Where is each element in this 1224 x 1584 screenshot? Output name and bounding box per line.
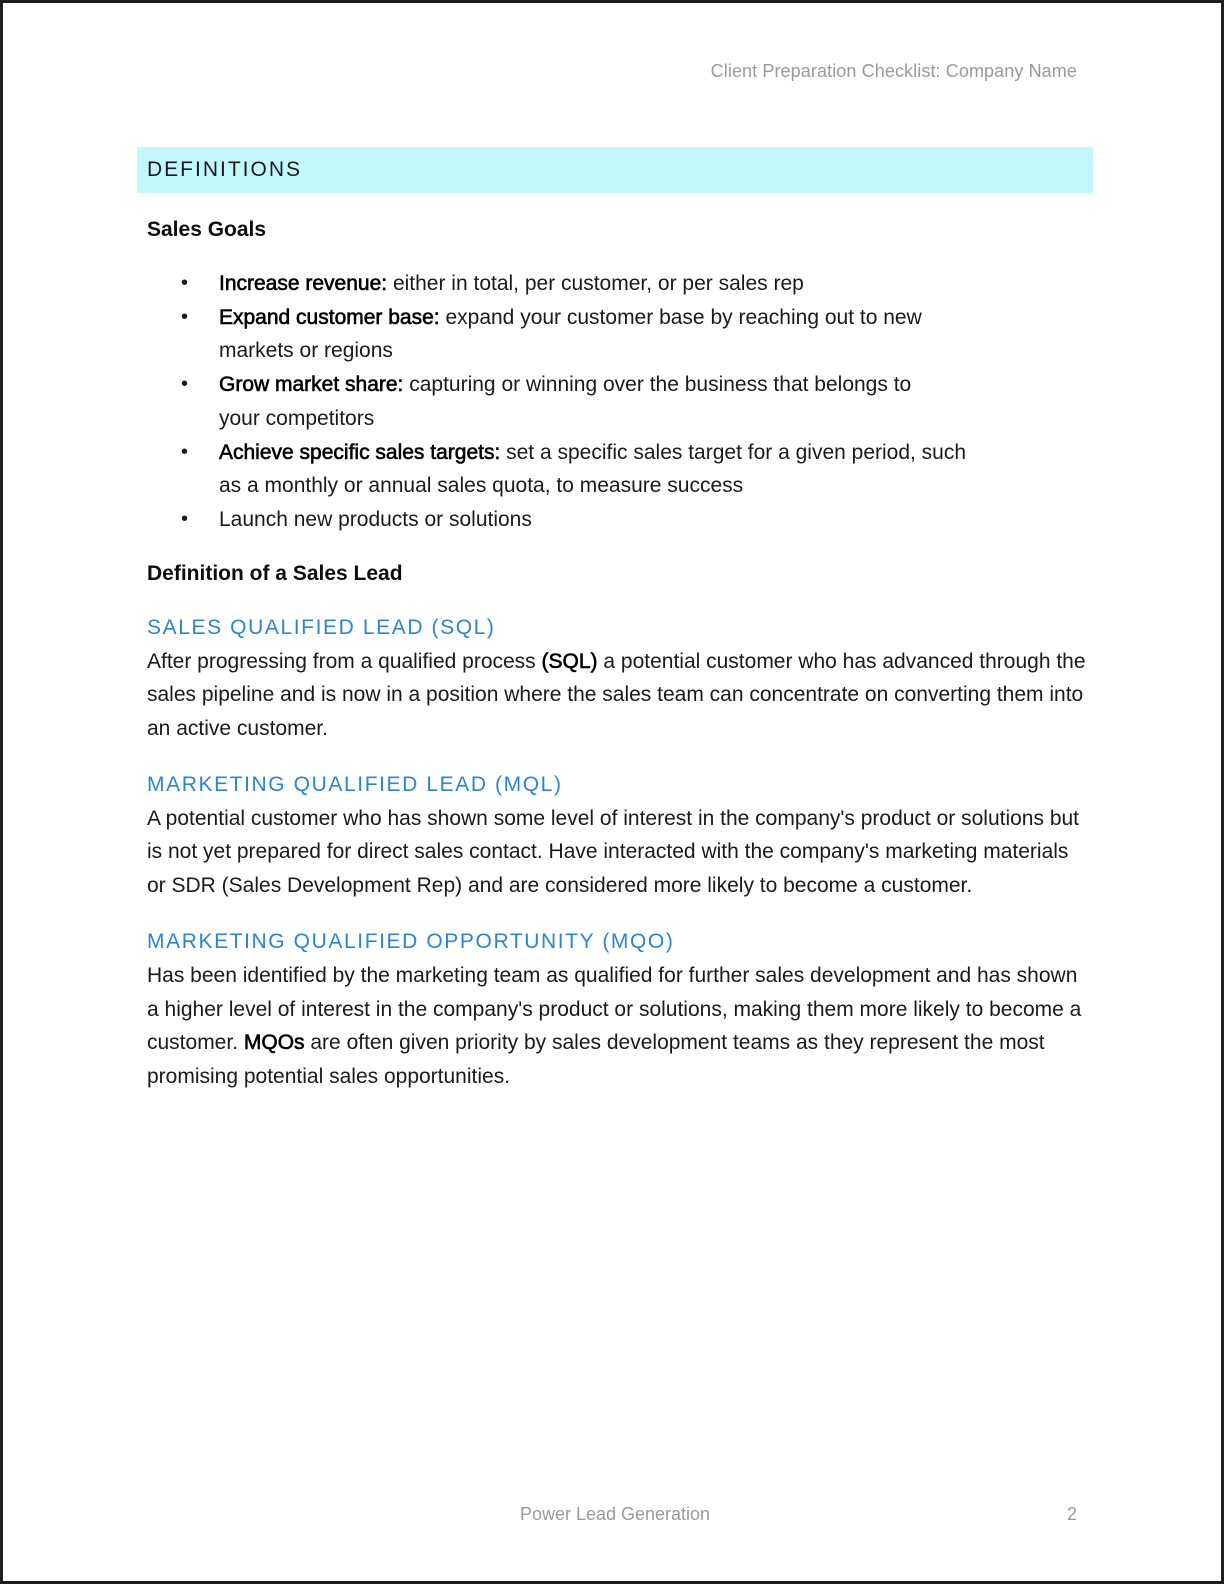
mqo-heading: MARKETING QUALIFIED OPPORTUNITY (MQO) (147, 929, 675, 953)
sql-definition (147, 645, 1087, 746)
list-item-text: expand your customer base by reaching out to new markets or regions (219, 305, 922, 363)
list-item (147, 301, 939, 368)
sql-abbreviation: (SQL) (541, 649, 598, 673)
list-item-text: capturing or winning over the business that belongs to your competitors (219, 373, 912, 430)
sales-goals-heading: Sales Goals (147, 218, 267, 241)
section-title: DEFINITIONS (147, 158, 303, 181)
sales-goals-list (147, 267, 1087, 537)
list-item-term: Expand customer base: (219, 305, 440, 329)
mqo-text-end: are often given priority by sales development teams as they represent the most promising potential sales opportunities. (147, 1031, 1045, 1088)
list-item-term: Grow market share: (219, 373, 404, 397)
mqo-abbreviation: MQOs (243, 1031, 305, 1055)
bullet-icon: • (181, 373, 189, 396)
list-item-text: set a specific sales target for a given period, such as a monthly or annual sales quota, to measure success (219, 440, 967, 498)
bullet-icon: • (181, 507, 189, 530)
mql-heading: MARKETING QUALIFIED LEAD (MQL) (147, 772, 563, 796)
list-item-text: Launch new products or solutions (219, 507, 532, 531)
mql-definition: A potential customer who has shown some level of interest in the company's product or solutions but is not yet prepared for direct sales contact. Have interacted with the company's marketing materials or SDR (Sales Development Rep) and are considered more likely to become a customer. (147, 806, 1080, 898)
page-footer: Power Lead Generation (519, 1504, 711, 1524)
page-number: 2 (1066, 1504, 1077, 1524)
list-item-text: either in total, per customer, or per sales rep (387, 272, 804, 295)
mqo-text-start: Has been identified by the marketing team as qualified for further sales development and has shown a higher level of interest in the company's product or solutions, making them more likely to become a customer. (147, 963, 1082, 1055)
list-item (147, 503, 939, 537)
list-item (147, 368, 939, 435)
sales-lead-heading: Definition of a Sales Lead (147, 561, 403, 585)
bullet-icon: • (181, 272, 189, 294)
list-item (147, 436, 979, 503)
section-title-band (137, 147, 1093, 193)
sql-text-end: a potential customer who has advanced through the sales pipeline and is now in a position where the sales team can concentrate on converting them into an active customer. (147, 649, 1086, 741)
bullet-icon: • (181, 440, 189, 463)
sql-text-start: After progressing from a qualified process (147, 649, 542, 673)
page-header: Client Preparation Checklist: Company Name (710, 61, 1077, 81)
bullet-icon: • (181, 305, 189, 328)
page-content (147, 215, 1087, 1094)
list-item-term: Achieve specific sales targets: (219, 440, 501, 464)
sql-heading: SALES QUALIFIED LEAD (SQL) (147, 615, 496, 639)
list-item (147, 267, 939, 301)
mqo-definition (147, 959, 1087, 1094)
list-item-term: Increase revenue: (219, 272, 388, 295)
